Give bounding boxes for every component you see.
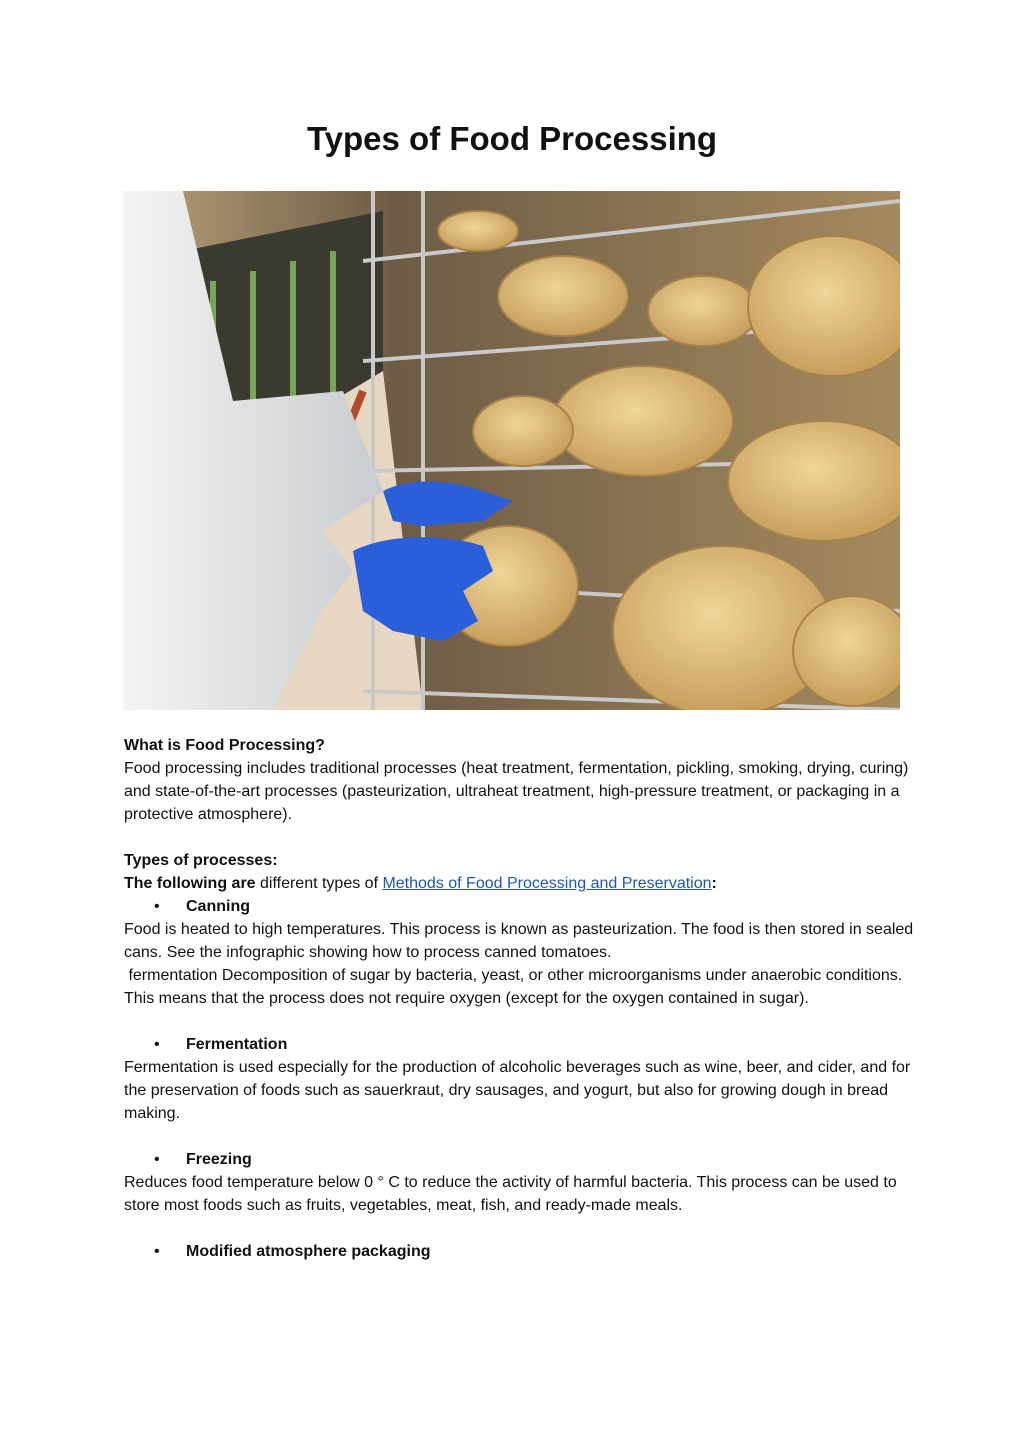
photo-illustration [123,191,900,710]
bullet-icon: • [154,1151,160,1168]
bullet-icon: • [154,1243,160,1260]
processes-heading: Types of processes: [124,852,278,869]
bullet-icon: • [154,1036,160,1053]
list-item-modified-atmosphere-packaging [124,1240,914,1263]
list-item-canning [124,895,914,918]
item-paragraph: Fermentation is used especially for the production of alcoholic beverages such as wine, beer, and cider, and for the preservation of foods such as sauerkraut, dry sausages, and yogurt, but also for growing dough in bread making. [124,1059,911,1122]
list-item-freezing [124,1148,914,1171]
item-label: Modified atmosphere packaging [186,1243,431,1260]
item-label: Canning [186,898,250,915]
bullet-icon: • [154,898,160,915]
list-item-fermentation [124,1033,914,1056]
intro-heading: What is Food Processing? [124,737,325,754]
article-body [124,734,914,1263]
methods-link[interactable]: Methods of Food Processing and Preservation [382,875,712,892]
item-paragraph: Reduces food temperature below 0 ° C to reduce the activity of harmful bacteria. This process can be used to store most foods such as fruits, vegetables, meat, fish, and ready-made meals. [124,1174,897,1214]
item-paragraph: Food is heated to high temperatures. This process is known as pasteurization. The food is then stored in sealed cans. See the infographic showing how to process canned tomatoes. [124,921,914,961]
lead-bold: The following are [124,875,256,892]
item-label: Fermentation [186,1036,288,1053]
item-paragraph: fermentation Decomposition of sugar by bacteria, yeast, or other microorganisms under anaerobic conditions. This means that the process does not require oxygen (except for the oxygen contained in sugar). [124,967,907,1007]
lead-text: different types of [255,875,383,892]
intro-text: Food processing includes traditional processes (heat treatment, fermentation, pickling, smoking, drying, curing) and state-of-the-art processes (pasteurization, ultraheat treatment, high-pressure treatment, or packaging in a protective atmosphere). [124,760,909,823]
item-label: Freezing [186,1151,252,1168]
cheese-aging-rack-photo [123,191,900,710]
lead-end: : [711,875,717,892]
processes-lead [124,872,914,895]
page-title: Types of Food Processing [306,120,718,157]
